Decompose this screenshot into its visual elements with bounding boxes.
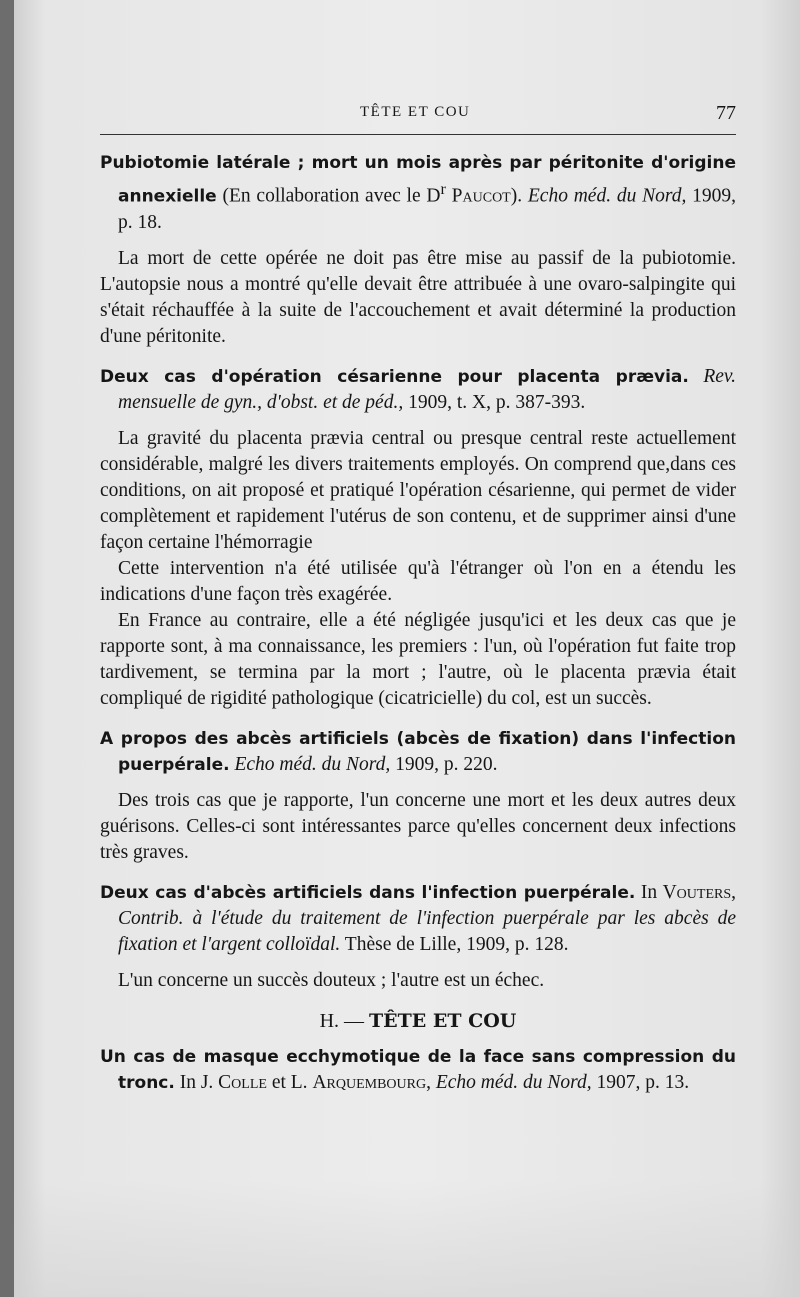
entry-summary: La gravité du placenta prævia central ou presque central reste actuellement considérable, malgré les divers traitements employés. On comprend que,dans ces conditions, on ait proposé et pratiqué l'opération césarienne, qui permet de vider complètement et rapidement l'utérus de son contenu, et de supprimer ainsi d'une façon certaine l'hémorragie	[100, 427, 736, 553]
citation-details: 1907, p. 13.	[591, 1071, 690, 1093]
journal-title: Rev. mensuelle de gyn., d'obst. et de péd.,	[118, 365, 737, 413]
citation-details: 1909, p. 220.	[390, 753, 498, 775]
entry-summary: Des trois cas que je rapporte, l'un concerne une mort et les deux autres deux guérisons. Celles-ci sont intéressantes parce qu'elles concernent deux infections très graves.	[100, 789, 736, 863]
section-letter: H. —	[319, 1009, 370, 1032]
journal-title: Echo méd. du Nord,	[435, 1071, 592, 1093]
author-name: Paucot	[451, 185, 511, 207]
journal-title: Echo méd. du Nord,	[527, 185, 687, 207]
entry-title: Pubiotomie latérale ; mort un mois après par péritonite d'origine annexielle	[100, 153, 736, 207]
entry-summary: Cette intervention n'a été utilisée qu'à l'étranger où l'on en a étendu les indications d'une façon très exagérée.	[100, 557, 736, 605]
section-heading	[100, 1008, 736, 1034]
page-shadow	[14, 1180, 800, 1297]
bibliography-entry	[100, 726, 736, 866]
entry-citation: Deux cas d'abcès artificiels dans l'infection puerpérale. In Vouters, Contrib. à l'étude du traitement de l'infection puerpérale par les abcès de fixation et l'argent colloïdal. Thèse de Lille, 1909, p. 128.	[100, 881, 736, 955]
citation-details: Thèse de Lille, 1909, p. 128.	[340, 933, 569, 955]
bibliography-entry	[100, 1044, 736, 1096]
entry-citation	[100, 364, 736, 416]
journal-title: Contrib. à l'étude du traitement de l'infection puerpérale par les abcès de fixation et l'argent colloïdal.	[118, 907, 736, 955]
page-header	[100, 100, 736, 135]
bibliography-entry	[100, 880, 736, 994]
author-name: Vouters	[662, 881, 732, 903]
author-name: Colle	[218, 1071, 267, 1093]
running-head: TÊTE ET COU	[360, 104, 471, 120]
entry-title: Deux cas d'opération césarienne pour placenta prævia.	[100, 366, 689, 387]
entry-citation: Un cas de masque ecchymotique de la face sans compression du tronc. In J. Colle et L. Arquembourg, Echo méd. du Nord, 1907, p. 13.	[100, 1046, 736, 1093]
page-number: 77	[716, 102, 736, 124]
journal-title: Echo méd. du Nord,	[234, 753, 391, 775]
entry-summary: La mort de cette opérée ne doit pas être mise au passif de la pubiotomie. L'autopsie nous a montré qu'elle devait être attribuée à une ovaro-salpingite qui s'était réchauffée à la suite de l'accouchement et avait déterminé la production d'une péritonite.	[100, 247, 736, 347]
entry-summary: En France au contraire, elle a été négligée jusqu'ici et les deux cas que je rapporte sont, à ma connaissance, les premiers : l'un, où l'opération fut faite trop tardivement, se termina par la mort ; l'autre, où le placenta prævia était compliqué de rigidité pathologique (cicatricielle) du col, est un succès.	[100, 609, 736, 709]
citation-details: 1909, p. 18.	[118, 185, 737, 233]
entry-citation: Pubiotomie latérale ; mort un mois après par péritonite d'origine annexielle (En collaboration avec le $D^r$ Paucot). Echo méd. du Nord, 1909, p. 18.	[100, 153, 737, 233]
author-name: Arquembourg	[312, 1071, 427, 1093]
bibliography-entry	[100, 150, 736, 350]
entry-citation	[100, 726, 736, 778]
entry-summary: L'un concerne un succès douteux ; l'autre est un échec.	[118, 969, 545, 991]
entry-title: Un cas de masque ecchymotique de la face sans compression du tronc.	[100, 1046, 736, 1093]
entry-title: Deux cas d'abcès artificiels dans l'infection puerpérale.	[100, 882, 636, 903]
page-content	[100, 150, 736, 1110]
bibliography-entry	[100, 364, 736, 712]
citation-details: 1909, t. X, p. 387-393.	[403, 391, 586, 413]
section-title: TÊTE ET COU	[369, 1009, 517, 1032]
entry-title: A propos des abcès artificiels (abcès de fixation) dans l'infection puerpérale.	[100, 728, 736, 775]
